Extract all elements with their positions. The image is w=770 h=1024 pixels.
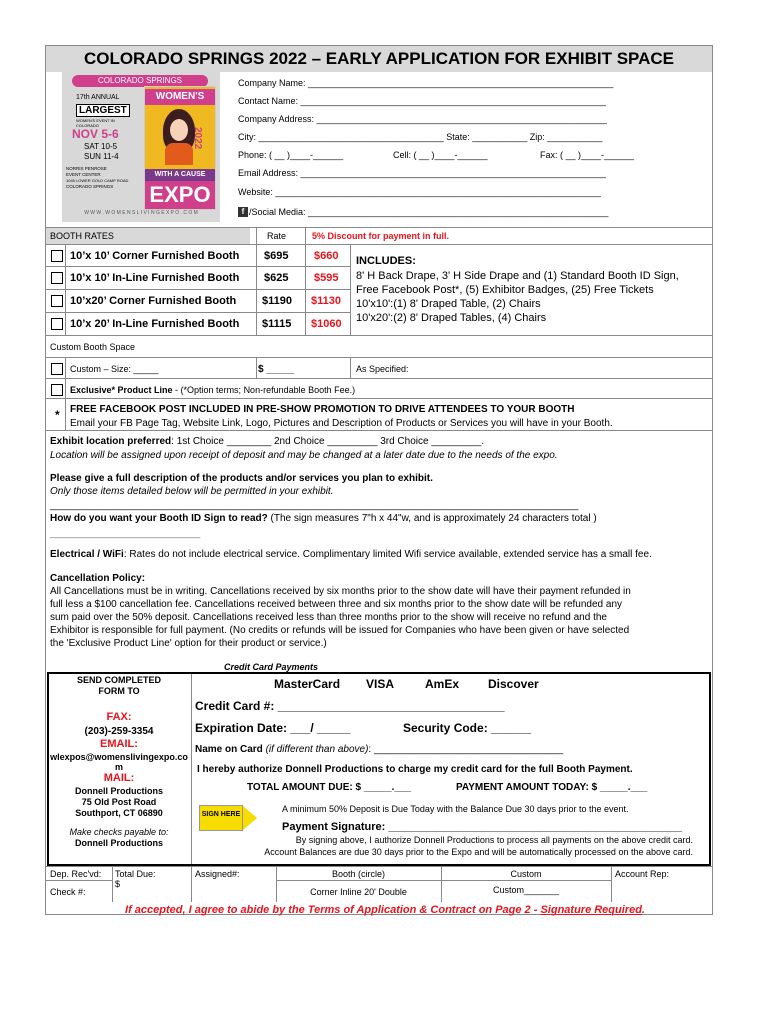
includes-line: 10'x10':(1) 8' Draped Table, (2) Chairs xyxy=(356,298,541,310)
deposit-note: A minimum 50% Deposit is Due Today with the Balance Due 30 days prior to the event. xyxy=(282,804,629,814)
logo-year: 2022 xyxy=(192,127,203,150)
total-due-label: Total Due: xyxy=(115,869,156,879)
form-title: COLORADO SPRINGS 2022 – EARLY APPLICATION FOR EXHIBIT SPACE xyxy=(46,46,712,72)
booth-discount-rate: $595 xyxy=(314,272,339,284)
fax-number: (203)-259-3354 xyxy=(84,726,154,737)
cancellation-line: sum paid over the 50% deposit. Cancellations received less than three months prior to the show will receive no refund and the xyxy=(50,612,607,623)
mail-line: Donnell Productions xyxy=(74,786,163,796)
column-divider xyxy=(65,357,66,378)
card-discover[interactable]: Discover xyxy=(488,677,539,691)
booth-name: 10’x 10’ Corner Furnished Booth xyxy=(70,250,240,262)
email-label: EMAIL: xyxy=(100,738,138,750)
includes-line: Free Facebook Post*, (5) Exhibitor Badges, (25) Free Tickets xyxy=(356,284,654,296)
card-mastercard[interactable]: MasterCard xyxy=(274,677,341,691)
name-on-card-hint: (if different than above) xyxy=(262,744,369,755)
column-divider xyxy=(350,245,351,335)
cancellation-line: All Cancellations must be in writing. Cancellations received by six months prior to the show date will have their payment refunded in xyxy=(50,586,631,597)
cancellation-line: Exhibitor is responsible for full payment. (No credits or refunds will be issued for Companies who have been given or have selected xyxy=(50,625,630,636)
cancellation-line: the 'Exclusive Product Line' option for their product or service.) xyxy=(50,638,327,649)
column-divider xyxy=(256,228,257,335)
column-divider xyxy=(65,378,66,398)
facebook-icon: f xyxy=(238,207,248,217)
assigned-number-field[interactable]: Assigned#: xyxy=(195,869,240,879)
product-description-note: Only those items detailed below will be permitted in your exhibit. xyxy=(50,486,334,497)
email-address[interactable]: wlexpos@womenslivingexpo.co xyxy=(50,752,188,762)
company-name-field[interactable]: Company Name: _____________________________________________________________ xyxy=(238,78,614,88)
electrical-wifi-label: Electrical / WiFi xyxy=(50,549,124,560)
email-address-end: m xyxy=(114,762,123,772)
exclusive-product-terms: - (*Option terms; Non-refundable Booth Fee.) xyxy=(172,385,356,395)
divider xyxy=(46,357,712,358)
booth-name: 10’x 10’ In-Line Furnished Booth xyxy=(70,272,240,284)
cc-payments-header: Credit Card Payments xyxy=(224,662,319,672)
logo-sat: SAT 10-5 xyxy=(84,142,118,151)
terms-footer xyxy=(0,904,770,916)
custom-spec-label: As Specified: xyxy=(356,364,409,374)
booth-sign-field[interactable]: ___________________________ xyxy=(50,528,201,539)
card-amex[interactable]: AmEx xyxy=(425,677,460,691)
name-on-card-label: Name on Card xyxy=(195,744,263,755)
logo-with-a-cause: WITH A CAUSE xyxy=(145,169,215,181)
security-code-field[interactable]: Security Code: ______ xyxy=(403,721,532,735)
cancellation-line: full less a $100 cancellation fee. Cancellations received between three and six months prior to the show date will be refunded any xyxy=(50,599,623,610)
product-description-prompt: Please give a full description of the products and/or services you plan to exhibit. xyxy=(50,473,433,484)
booth-rates-header: BOOTH RATES xyxy=(50,231,114,241)
logo-url: W W W . W O M E N S L I V I N G E X P O . C O M xyxy=(84,210,198,216)
logo-venue-2: EVENT CENTER xyxy=(66,172,101,177)
account-rep-field[interactable]: Account Rep: xyxy=(615,869,670,879)
checks-payable-label: Make checks payable to: xyxy=(69,827,169,837)
booth-rate: $1115 xyxy=(262,318,292,330)
deposit-received-field[interactable]: Dep. Rec'vd: xyxy=(50,869,102,879)
terms-footer-end: . xyxy=(641,904,645,916)
custom-booth-header: Custom Booth Space xyxy=(50,342,136,352)
divider xyxy=(276,880,611,881)
custom-booth-checkbox[interactable] xyxy=(51,363,63,375)
cancellation-title: Cancellation Policy: xyxy=(50,573,146,584)
logo-woman-face xyxy=(170,119,188,141)
company-address-field[interactable]: Company Address: __________________________________________________________ xyxy=(238,114,607,124)
contact-name-field[interactable]: Contact Name: _____________________________________________________________ xyxy=(238,96,606,106)
booth-circle-label: Booth (circle) xyxy=(331,869,385,879)
includes-line: 10'x20':(2) 8' Draped Tables, (4) Chairs xyxy=(356,312,547,324)
check-number-field[interactable]: Check #: xyxy=(50,887,86,897)
logo-largest-sub: WOMEN'S EVENT IN COLORADO xyxy=(76,118,115,128)
payment-amount-today-field[interactable]: PAYMENT AMOUNT TODAY: $ _____.___ xyxy=(456,782,648,793)
booth-discount-rate: $1060 xyxy=(311,318,342,330)
booth-type-options[interactable]: Corner Inline 20' Double xyxy=(310,887,407,897)
logo-venue-4: COLORADO SPRINGS xyxy=(66,184,114,189)
discount-header: 5% Discount for payment in full. xyxy=(312,231,450,241)
logo-poster xyxy=(144,86,216,210)
fax-label: FAX: xyxy=(106,711,132,723)
mail-line: Southport, CT 06890 xyxy=(75,808,163,818)
booth-checkbox-corner-10x20[interactable] xyxy=(51,295,63,307)
authorization-text: I hereby authorize Donnell Productions to charge my credit card for the full Booth Payment. xyxy=(197,764,633,775)
booth-sign-bold: How do you want your Booth ID Sign to read? xyxy=(50,513,268,524)
booth-checkbox-corner-10x10[interactable] xyxy=(51,250,63,262)
card-visa[interactable]: VISA xyxy=(366,677,395,691)
column-divider xyxy=(305,228,306,335)
divider xyxy=(46,335,712,336)
includes-line: 8' H Back Drape, 3' H Side Drape and (1) Standard Booth ID Sign, xyxy=(356,270,679,282)
logo-woman-body xyxy=(165,143,193,165)
booth-checkbox-inline-10x10[interactable] xyxy=(51,272,63,284)
custom-price-field[interactable]: $ _____ xyxy=(258,364,295,375)
divider xyxy=(46,880,112,881)
column-divider xyxy=(191,866,192,902)
signing-note: Account Balances are due 30 days prior to the Expo and will be automatically processed on the above card. xyxy=(264,847,693,857)
product-description-field[interactable]: _______________________________________________________________________________________________ xyxy=(50,500,579,511)
logo-venue-1: NORRIS PENROSE xyxy=(66,166,107,171)
mail-label: MAIL: xyxy=(103,772,135,784)
credit-card-number-field[interactable]: Credit Card #: __________________________________ xyxy=(195,699,505,713)
booth-name: 10’x 20’ In-Line Furnished Booth xyxy=(70,318,240,330)
signature-required-link[interactable]: Signature Required xyxy=(540,904,642,916)
name-on-card-field[interactable] xyxy=(195,744,563,755)
location-preference-label: Exhibit location preferred xyxy=(50,436,172,447)
city-state-zip-field[interactable]: City: _____________________________________ State: ___________ Zip: ___________ xyxy=(238,132,603,142)
custom-label: Custom xyxy=(510,869,542,879)
expo-logo xyxy=(62,72,220,222)
mail-line: 75 Old Post Road xyxy=(81,797,157,807)
checks-payable-name: Donnell Productions xyxy=(74,838,163,848)
booth-discount-rate: $660 xyxy=(314,250,339,262)
logo-expo: EXPO xyxy=(145,181,215,209)
includes-title: INCLUDES: xyxy=(356,255,416,267)
expiration-date-field[interactable]: Expiration Date: ___/ _____ xyxy=(195,721,351,735)
booth-discount-rate: $1130 xyxy=(311,295,341,307)
logo-venue-3: 1045 LOWER GOLD CAMP ROAD xyxy=(66,178,129,183)
exclusive-product-bold: Exclusive* Product Line xyxy=(70,385,173,395)
booth-rate: $1190 xyxy=(262,295,292,307)
total-amount-due-field[interactable]: TOTAL AMOUNT DUE: $ _____.___ xyxy=(247,782,412,793)
booth-rate: $625 xyxy=(264,272,289,284)
booth-rate: $695 xyxy=(264,250,289,262)
sign-here-flag: SIGN HERE xyxy=(199,805,243,831)
terms-footer-text: If accepted, I agree to abide by the Terms of Application & Contract on Page 2 - xyxy=(125,904,541,916)
divider xyxy=(46,430,712,431)
column-divider xyxy=(350,357,351,378)
name-on-card-blank: : __________________________________ xyxy=(368,744,564,755)
facebook-star: * xyxy=(55,408,60,422)
custom-size-field[interactable]: Custom – Size: _____ xyxy=(70,364,159,374)
location-note: Location will be assigned upon receipt of deposit and may be changed at a later date due to the needs of the expo. xyxy=(50,450,558,461)
email-address-field[interactable]: Email Address: _____________________________________________________________ xyxy=(238,168,606,178)
column-divider xyxy=(611,866,612,902)
column-divider xyxy=(65,398,66,430)
fax-field[interactable]: Fax: ( __ )____-______ xyxy=(540,150,635,160)
column-divider xyxy=(112,866,113,902)
divider xyxy=(46,244,712,245)
phone-field[interactable]: Phone: ( __ )____-______ xyxy=(238,150,344,160)
column-divider xyxy=(65,245,66,335)
logo-annual: 17th ANNUAL xyxy=(76,94,120,101)
total-due-field[interactable]: $ xyxy=(115,879,121,889)
logo-sun: SUN 11-4 xyxy=(84,152,119,161)
column-divider xyxy=(256,357,257,378)
signing-note: By signing above, I authorize Donnell Productions to process all payments on the above credit card. xyxy=(295,835,693,845)
exclusive-product-checkbox[interactable] xyxy=(51,384,63,396)
logo-dates: NOV 5-6 xyxy=(72,127,119,141)
custom-field[interactable]: Custom_______ xyxy=(492,885,560,895)
location-preference-field[interactable] xyxy=(50,436,484,447)
logo-womens: WOMEN'S xyxy=(145,89,215,105)
location-preference-choices: : 1st Choice ________ 2nd Choice _________ 3rd Choice _________. xyxy=(171,436,485,447)
logo-largest: LARGEST xyxy=(76,104,130,117)
rate-header: Rate xyxy=(267,231,287,241)
divider xyxy=(46,866,712,867)
column-divider xyxy=(191,674,192,864)
booth-sign-size: (The sign measures 7"h x 44"w, and is approximately 24 characters total ) xyxy=(267,513,597,524)
send-form-heading-2: FORM TO xyxy=(98,686,140,696)
website-field[interactable]: Website: _________________________________________________________________ xyxy=(238,187,601,197)
cell-field[interactable]: Cell: ( __ )____-______ xyxy=(393,150,488,160)
booth-checkbox-inline-10x20[interactable] xyxy=(51,318,63,330)
send-form-heading: SEND COMPLETED xyxy=(76,675,161,685)
sign-here-arrow-icon xyxy=(243,806,257,830)
divider xyxy=(46,378,712,379)
electrical-wifi-note xyxy=(50,549,652,560)
booth-sign-question xyxy=(50,513,597,524)
payment-signature-field[interactable]: Payment Signature: ________________________________________________ xyxy=(282,821,683,833)
exclusive-product-line xyxy=(70,385,355,395)
facebook-post-instructions: Email your FB Page Tag, Website Link, Logo, Pictures and Description of Products or Services you will have in your Booth. xyxy=(70,418,613,429)
logo-tag: COLORADO SPRINGS xyxy=(72,75,208,87)
divider xyxy=(46,398,712,399)
booth-name: 10’x20’ Corner Furnished Booth xyxy=(70,295,237,307)
social-media-field[interactable]: /Social Media: ____________________________________________________________ xyxy=(249,207,609,217)
cancellation-title-text: Cancellation Policy xyxy=(50,573,142,584)
electrical-wifi-text: : Rates do not include electrical service. Complimentary limited Wifi service available, extended service has a small fee. xyxy=(123,549,652,560)
facebook-post-headline: FREE FACEBOOK POST INCLUDED IN PRE-SHOW PROMOTION TO DRIVE ATTENDEES TO YOUR BOOTH xyxy=(70,404,575,415)
